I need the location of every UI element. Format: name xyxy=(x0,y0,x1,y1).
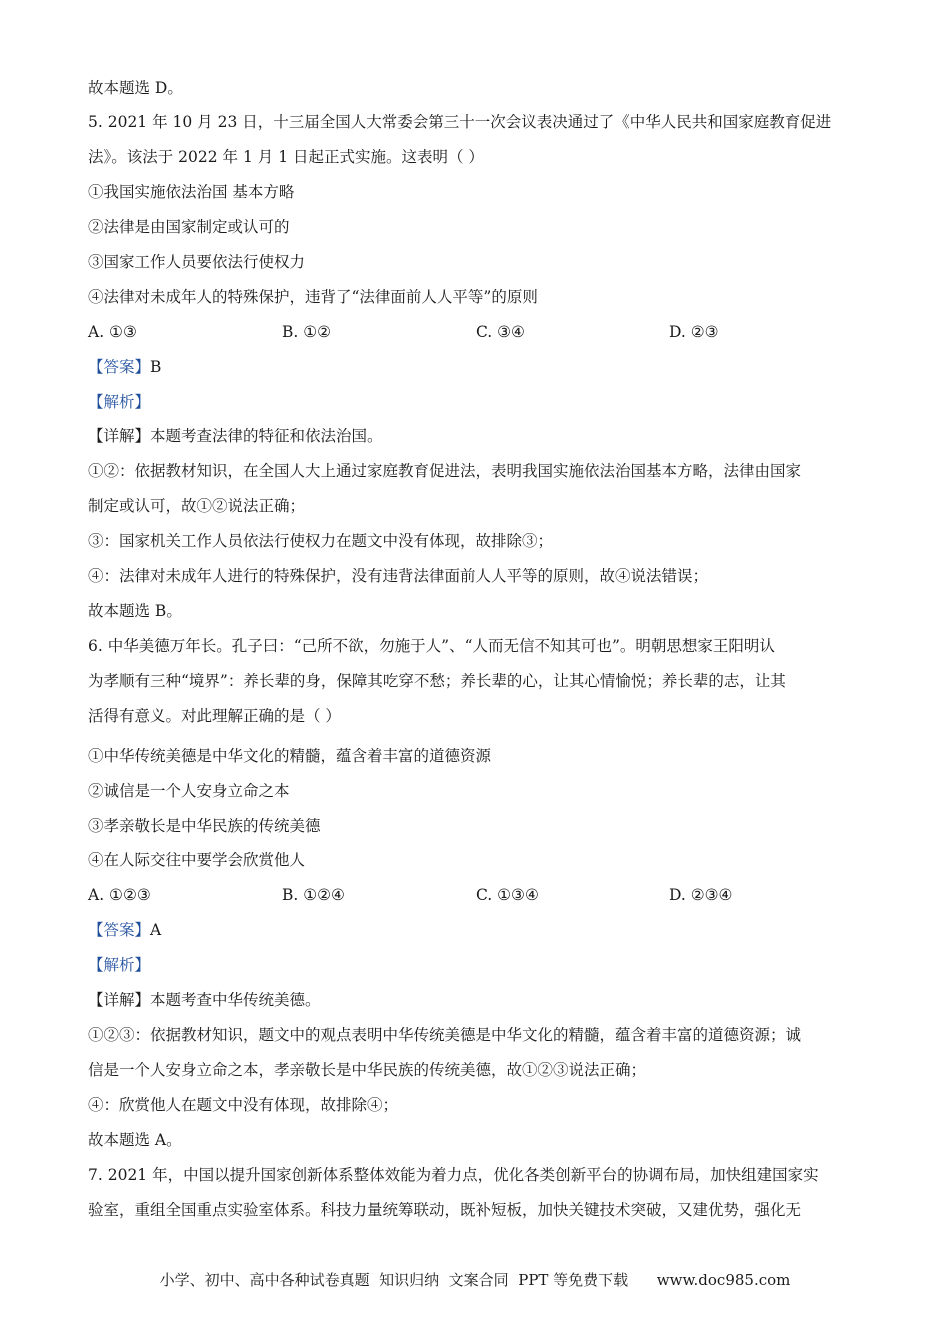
question-6-options xyxy=(88,885,868,905)
question-7-stem-cont: 验室，重组全国重点实验室体系。科技力量统筹联动，既补短板，加快关键技术突破，又建优势，强化无 xyxy=(88,1201,802,1219)
statement-2: ②法律是由国家制定或认可的 xyxy=(88,218,290,236)
statement-3: ③国家工作人员要依法行使权力 xyxy=(88,253,306,271)
detail-line: 故本题选 B。 xyxy=(88,602,182,620)
detail-line: ①②：依据教材知识，在全国人大上通过家庭教育促进法，表明我国实施依法治国基本方略，法律由国家 xyxy=(88,462,802,480)
statement-4: ④法律对未成年人的特殊保护，违背了“法律面前人人平等”的原则 xyxy=(88,288,538,306)
detail-line: 故本题选 A。 xyxy=(88,1131,182,1149)
option-a: A. ①②③ xyxy=(88,886,151,904)
option-d: D. ②③④ xyxy=(669,886,733,904)
answer-line xyxy=(88,357,868,377)
analysis-tag: 【解析】 xyxy=(88,393,151,411)
statement-1: ①中华传统美德是中华文化的精髓，蕴含着丰富的道德资源 xyxy=(88,747,492,765)
question-6-stem-cont: 活得有意义。对此理解正确的是（ ） xyxy=(88,707,341,725)
option-d: D. ②③ xyxy=(669,323,719,341)
question-5-options xyxy=(88,322,868,342)
answer-value: B xyxy=(150,358,162,376)
option-c: C. ③④ xyxy=(476,323,525,341)
option-a: A. ①③ xyxy=(88,323,137,341)
answer-value: A xyxy=(150,921,162,939)
question-5-stem-cont: 法》。该法于 2022 年 1 月 1 日起正式实施。这表明（ ） xyxy=(88,148,484,166)
detail-line: ①②③：依据教材知识，题文中的观点表明中华传统美德是中华文化的精髓，蕴含着丰富的道德资源；诚 xyxy=(88,1026,802,1044)
statement-3: ③孝亲敬长是中华民族的传统美德 xyxy=(88,817,321,835)
detail-line: 【详解】本题考查中华传统美德。 xyxy=(88,991,321,1009)
detail-line: ③：国家机关工作人员依法行使权力在题文中没有体现，故排除③； xyxy=(88,532,554,550)
analysis-line xyxy=(88,955,868,975)
question-5-stem: 5. 2021 年 10 月 23 日，十三届全国人大常委会第三十一次会议表决通过了《中华人民共和国家庭教育促进 xyxy=(88,113,832,131)
analysis-line xyxy=(88,392,868,412)
detail-line: 制定或认可，故①②说法正确； xyxy=(88,497,306,515)
statement-1: ①我国实施依法治国 基本方略 xyxy=(88,183,295,201)
option-b: B. ①② xyxy=(282,323,332,341)
analysis-tag: 【解析】 xyxy=(88,956,151,974)
option-b: B. ①②④ xyxy=(282,886,345,904)
page-footer: 小学、初中、高中各种试卷真题 知识归纳 文案合同 PPT 等免费下载 www.doc985.com xyxy=(159,1271,791,1289)
question-6-stem-cont: 为孝顺有三种“境界”：养长辈的身，保障其吃穿不愁；养长辈的心，让其心情愉悦；养长辈的志，让其 xyxy=(88,672,786,690)
answer-tag: 【答案】 xyxy=(88,358,151,376)
option-c: C. ①③④ xyxy=(476,886,539,904)
statement-2: ②诚信是一个人安身立命之本 xyxy=(88,782,290,800)
detail-line: 信是一个人安身立命之本，孝亲敬长是中华民族的传统美德，故①②③说法正确； xyxy=(88,1061,647,1079)
detail-line: 【详解】本题考查法律的特征和依法治国。 xyxy=(88,427,383,445)
text-line: 故本题选 D。 xyxy=(88,79,183,97)
answer-line xyxy=(88,920,868,940)
statement-4: ④在人际交往中要学会欣赏他人 xyxy=(88,851,306,869)
detail-line: ④：法律对未成年人进行的特殊保护，没有违背法律面前人人平等的原则，故④说法错误； xyxy=(88,567,709,585)
question-7-stem: 7. 2021 年，中国以提升国家创新体系整体效能为着力点，优化各类创新平台的协调布局，加快组建国家实 xyxy=(88,1166,819,1184)
question-6-stem: 6. 中华美德万年长。孔子曰：“己所不欲，勿施于人”、“人而无信不知其可也”。明朝思想家王阳明认 xyxy=(88,637,775,655)
answer-tag: 【答案】 xyxy=(88,921,151,939)
detail-line: ④：欣赏他人在题文中没有体现，故排除④； xyxy=(88,1096,399,1114)
